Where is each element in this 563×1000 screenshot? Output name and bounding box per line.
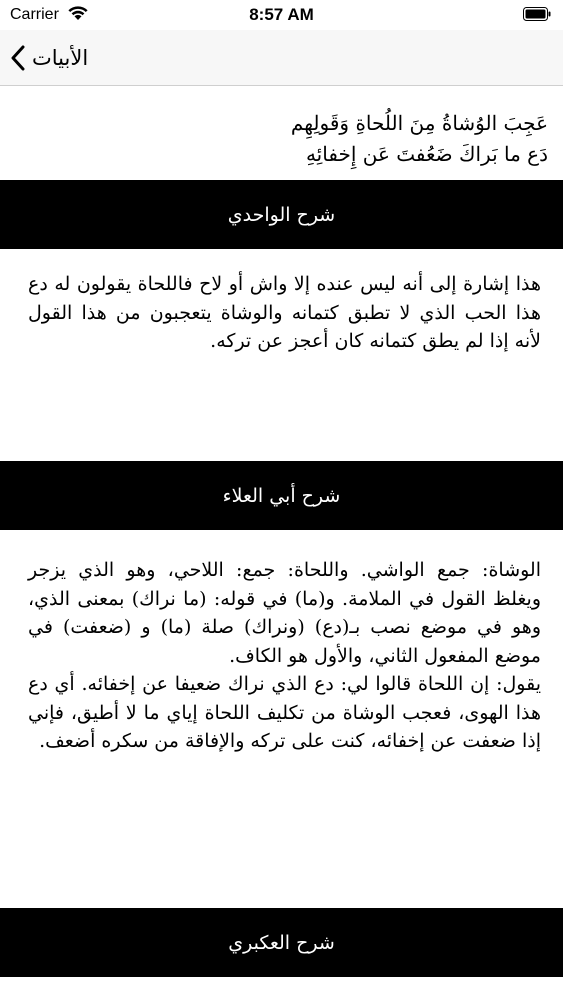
battery-icon: [523, 7, 551, 21]
commentary-wahidi: [28, 270, 541, 356]
status-time: 8:57 AM: [249, 5, 314, 24]
carrier-label: Carrier: [10, 6, 59, 23]
navigation-bar: [0, 30, 563, 86]
commentary-paragraph: يقول: إن اللحاة قالوا لي: دع الذي نراك ضعيفا عن إخفائه. أي دع هذا الهوى، فعجب الوشاة من تكليف اللحاة إياي ما لا أطيق، فإني إذا ضعفت عن إخفائه، كنت على تركه والإفاقة من سكره أضعف.: [28, 673, 541, 752]
commentary-paragraph: هذا إشارة إلى أنه ليس عنده إلا واش أو لاح فاللحاة يقولون له دع هذا الحب الذي لا تطبق كتمانه والوشاة يتعجبون من هذا القول لأنه إذا لم يطق كتمانه كان أعجز عن تركه.: [28, 273, 541, 352]
verse: [0, 108, 563, 180]
back-button-label: الأبيات: [32, 46, 89, 70]
commentary-paragraph: الوشاة: جمع الواشي. واللحاة: جمع: اللاحي، وهو الذي يزجر ويغلظ القول في الملامة. و(ما) في قوله: (ما نراك) بمعنى الذي، وهو في موضع نصب بـ(دع) (ونراك) صلة (ما) و (ضعفت) في موضع المفعول الثاني، والأول هو الكاف.: [28, 559, 541, 667]
verse-line-1: عَجِبَ الوُشاةُ مِنَ اللُحاةِ وَقَولِهِم: [290, 111, 548, 135]
commentary-abi-al-ala: [28, 556, 541, 756]
section-title: شرح الواحدي: [227, 203, 336, 226]
section-header-wahidi[interactable]: [0, 180, 563, 249]
status-bar: [0, 0, 563, 30]
section-title: شرح أبي العلاء: [222, 484, 341, 507]
back-button[interactable]: [10, 38, 140, 78]
section-header-abi-al-ala[interactable]: [0, 461, 563, 530]
section-title: شرح العكبري: [228, 931, 335, 954]
section-header-ukbari[interactable]: [0, 908, 563, 977]
chevron-left-icon: [10, 45, 26, 71]
verse-line-2: دَع ما بَراكَ ضَعُفتَ عَن إِخفائِهِ: [305, 142, 548, 166]
